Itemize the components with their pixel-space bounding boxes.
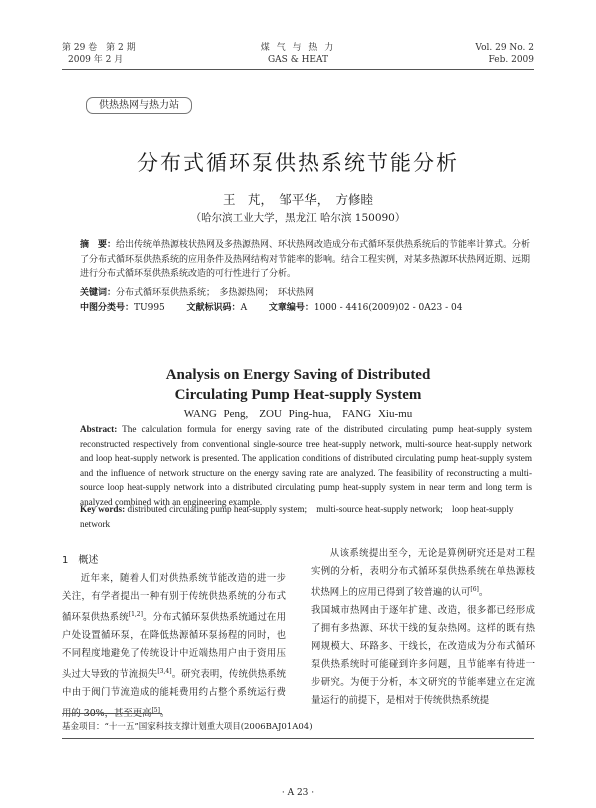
journal-name-cn: 煤 气 与 热 力 — [260, 43, 336, 53]
clc-label: 中图分类号： — [80, 303, 135, 313]
intro-text-1: 近年来，随着人们对供热系统节能改造的进一步关注，有学者提出一种有别于传统供热系统的分布式循环泵供热系统 — [62, 573, 286, 624]
abstract-cn-text: 给出传统单热源枝状热网及多热源热网、环状热网改造成分布式循环泵供热系统后的节能率计算式。分析了分布式循环泵供热系统的应用条件及热网结构对节能率的影响。结合工程实例，对某多热源环状热网近期、远期进行分布式循环泵供热系统改造的可行性进行了分析。 — [80, 240, 531, 279]
citation-ref: [1,2] — [128, 611, 143, 618]
intro-text-4: 。 — [159, 708, 170, 720]
right-paragraph-1 — [311, 545, 535, 602]
right-paragraph-2: 我国城市热网由于逐年扩建、改造，很多都已经形成了拥有多热源、环状干线的复杂热网。这样的既有热网规模大、环路多、干线长，在改造成为分布式循环泵供热系统时可能碰到许多问题，且节能率有待进一步研究。为便于分析，本文研究的节能率建立在定流量运行的前提下，是相对于传统供热系统提 — [311, 605, 535, 707]
keywords-cn-text: 分布式循环泵供热系统； 多热源热网； 环状热网 — [116, 288, 315, 298]
right-text-1: 从该系统提出至今，无论是算例研究还是对工程实例的分析，表明分布式循环泵供热系统在单热源枝状热网上的应用已得到了较普遍的认可 — [311, 548, 535, 599]
column-label: 供热热网与热力站 — [86, 97, 192, 114]
abstract-en-text: The calculation formula for energy saving rate of the distributed circulating pump heat-supply system reconstructed respectively from conventional single-source tree heat-supply network, multi-source heat-supply network and loop heat-supply network is presented. The application conditions of distributed circulating pump heat-supply system and the influence of network structure on the energy saving rate are analyzed. The feasibility of reconstructing a multi-source loop heat-supply network into a distributed circulating pump heat-supply system in near term and long term is analyzed combined with an engineering example. — [80, 424, 532, 507]
citation-ref: [6] — [470, 586, 479, 593]
intro-paragraph — [62, 570, 286, 723]
article-number-value: 1000 - 4416(2009)02 - 0A23 - 04 — [313, 303, 463, 313]
authors-en: WANG Peng, ZOU Ping-hua, FANG Xiu-mu — [183, 408, 413, 420]
keywords-en — [80, 502, 532, 531]
volume-cn: 第 29 卷 第 2 期 — [62, 43, 136, 53]
doc-code-value: A — [240, 303, 248, 313]
doc-code-label: 文献标识码： — [186, 303, 241, 313]
abstract-en — [80, 422, 532, 509]
header-right — [475, 42, 534, 66]
intro-text-3: 。研究表明，传统供热系统中由于阀门节流造成的能耗费用约占整个系统运行费用的 30%，甚至更高 — [62, 669, 286, 720]
intro-text-2: 。分布式循环泵供热系统通过在用户处设置循环泵，在降低热源循环泵扬程的同时，也不同程度地避免了传统设计中近端热用户由于资用压头过大导致的节流损失 — [62, 612, 286, 681]
footnote-rule — [62, 713, 162, 714]
abstract-cn — [80, 238, 532, 282]
body-left-column — [62, 552, 286, 723]
article-number-label: 文章编号： — [268, 303, 314, 313]
citation-ref: [5] — [151, 707, 160, 715]
journal-name-en: GAS & HEAT — [267, 55, 329, 65]
date-en: Feb. 2009 — [488, 55, 534, 65]
keywords-cn — [80, 286, 532, 301]
citation-ref: [3,4] — [157, 668, 172, 676]
right-text-2: 。 — [478, 587, 489, 599]
keywords-en-label: Key words: — [80, 504, 126, 514]
affiliation-cn: （哈尔滨工业大学，黑龙江 哈尔滨 150090） — [190, 212, 406, 224]
paper-title-cn: 分布式循环泵供热系统节能分析 — [137, 151, 459, 175]
volume-en: Vol. 29 No. 2 — [475, 43, 534, 53]
classification-line — [80, 301, 532, 316]
section-heading: 1 概述 — [62, 555, 99, 566]
date-cn: 2009 年 2 月 — [68, 55, 124, 65]
footer-rule — [62, 738, 534, 739]
clc-value: TU995 — [134, 303, 165, 313]
header-rule — [62, 69, 534, 70]
page-number: · A 23 · — [281, 788, 315, 798]
abstract-cn-label: 摘 要： — [80, 240, 117, 250]
authors-cn: 王 芃， 邹平华， 方修睦 — [222, 192, 373, 207]
keywords-cn-label: 关键词： — [80, 288, 117, 298]
abstract-en-label: Abstract: — [80, 424, 118, 434]
paper-title-en: Analysis on Energy Saving of Distributed Circulating Pump Heat-supply System — [165, 367, 431, 403]
body-right-column — [311, 545, 535, 710]
funding-footnote: 基金项目：“十一五”国家科技支撑计划重大项目(2006BAJ01A04) — [62, 722, 313, 732]
keywords-en-text: distributed circulating pump heat-supply system; multi-source heat-supply network; loop heat-supply network — [80, 504, 514, 529]
